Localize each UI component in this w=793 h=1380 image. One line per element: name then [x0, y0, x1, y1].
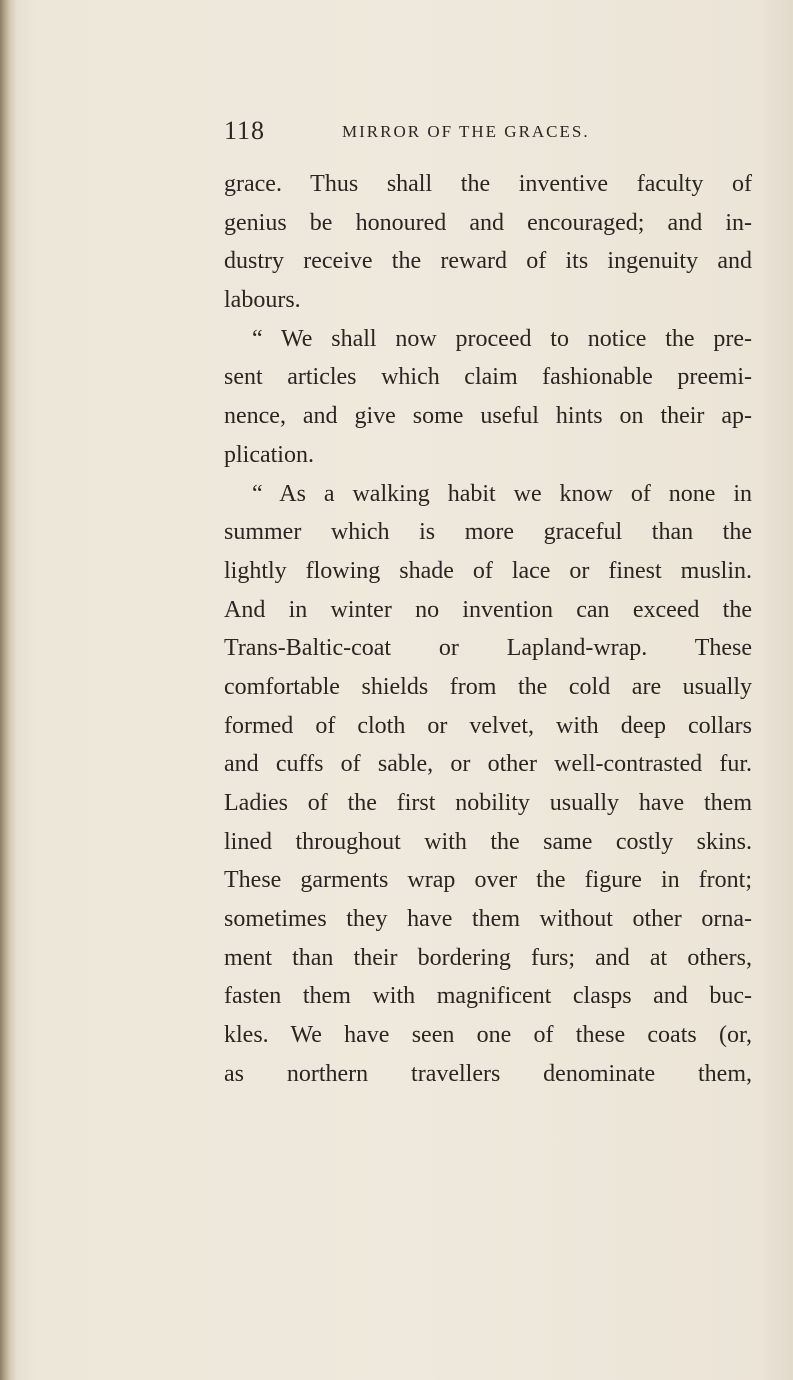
text-line: kles. We have seen one of these coats (or, — [224, 1022, 752, 1049]
page-spine-edge — [0, 0, 16, 1380]
text-line: dustry receive the reward of its ingenuity and — [224, 248, 752, 275]
text-line: lightly flowing shade of lace or finest muslin. — [224, 557, 752, 584]
page-number: 118 — [224, 116, 266, 145]
running-head — [224, 116, 744, 150]
text-line: lined throughout with the same costly skins. — [224, 828, 752, 855]
text-line: “ As a walking habit we know of none in — [252, 480, 752, 507]
text-line: nence, and give some useful hints on their ap- — [224, 403, 752, 430]
text-line: as northern travellers denominate them, — [224, 1060, 752, 1087]
body-text — [224, 165, 752, 1094]
text-line: summer which is more graceful than the — [224, 519, 752, 546]
text-line: formed of cloth or velvet, with deep collars — [224, 712, 752, 739]
text-line: Trans-Baltic-coat or Lapland-wrap. These — [224, 635, 752, 662]
text-line: sometimes they have them without other orna- — [224, 906, 752, 933]
text-line: ment than their bordering furs; and at others, — [224, 944, 752, 971]
text-line: grace. Thus shall the inventive faculty of — [224, 171, 752, 197]
text-line: fasten them with magnificent clasps and buc- — [224, 983, 752, 1010]
text-line: plication. — [224, 441, 314, 468]
text-line: And in winter no invention can exceed the — [224, 596, 752, 623]
text-line: Ladies of the first nobility usually have them — [224, 790, 752, 816]
text-line: comfortable shields from the cold are usually — [224, 673, 752, 700]
text-line: genius be honoured and encouraged; and in- — [224, 209, 752, 236]
text-line: labours. — [224, 287, 301, 314]
text-line: “ We shall now proceed to notice the pre- — [252, 325, 752, 352]
text-line: These garments wrap over the figure in front; — [224, 867, 752, 894]
text-line: and cuffs of sable, or other well-contrasted fur. — [224, 751, 752, 778]
running-title: MIRROR OF THE GRACES. — [342, 122, 590, 141]
text-line: sent articles which claim fashionable preemi- — [224, 364, 752, 391]
